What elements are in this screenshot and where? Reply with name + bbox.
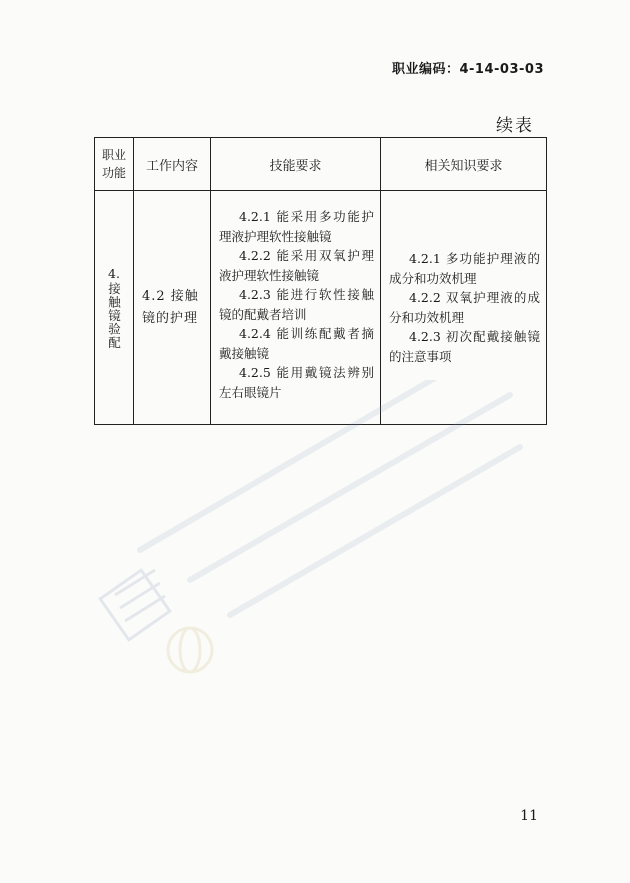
knowledge-item: 4.2.2 双氧护理液的成分和功效机理 (389, 290, 540, 325)
skill-requirements-table (94, 137, 547, 425)
work-content-text: 4.2 接触镜的护理 (142, 288, 199, 326)
skill-item: 4.2.2 能采用双氧护理液护理软性接触镜 (219, 248, 374, 283)
function-cell (95, 191, 134, 425)
page-number: 11 (520, 808, 538, 824)
header-skill-requirements: 技能要求 (211, 138, 381, 191)
skill-item: 4.2.3 能进行软性接触镜的配戴者培训 (219, 287, 374, 322)
work-content-cell (134, 191, 211, 425)
skill-item: 4.2.5 能用戴镜法辨别左右眼镜片 (219, 365, 374, 400)
header-work-content: 工作内容 (134, 138, 211, 191)
knowledge-cell (381, 191, 547, 425)
table-row (95, 191, 547, 425)
skill-item: 4.2.1 能采用多功能护理液护理软性接触镜 (219, 209, 374, 244)
watermark-logo-icon (100, 570, 170, 640)
header-function-line2: 功能 (101, 166, 126, 180)
knowledge-item: 4.2.3 初次配戴接触镜的注意事项 (389, 329, 540, 364)
occupation-code: 职业编码：4-14-03-03 (391, 62, 544, 77)
knowledge-item: 4.2.1 多功能护理液的成分和功效机理 (389, 251, 540, 286)
header-function-line1: 职业 (101, 148, 126, 162)
header-function (95, 138, 134, 191)
publisher-watermark (80, 380, 560, 680)
skill-item: 4.2.4 能训练配戴者摘戴接触镜 (219, 326, 374, 361)
function-number: 4. (108, 266, 120, 282)
continued-table-label: 续表 (496, 116, 534, 136)
watermark-globe-icon (168, 628, 212, 672)
header-knowledge-requirements: 相关知识要求 (381, 138, 547, 191)
function-name: 接触镜验配 (106, 282, 122, 350)
table-header-row (95, 138, 547, 191)
skills-cell (211, 191, 381, 425)
